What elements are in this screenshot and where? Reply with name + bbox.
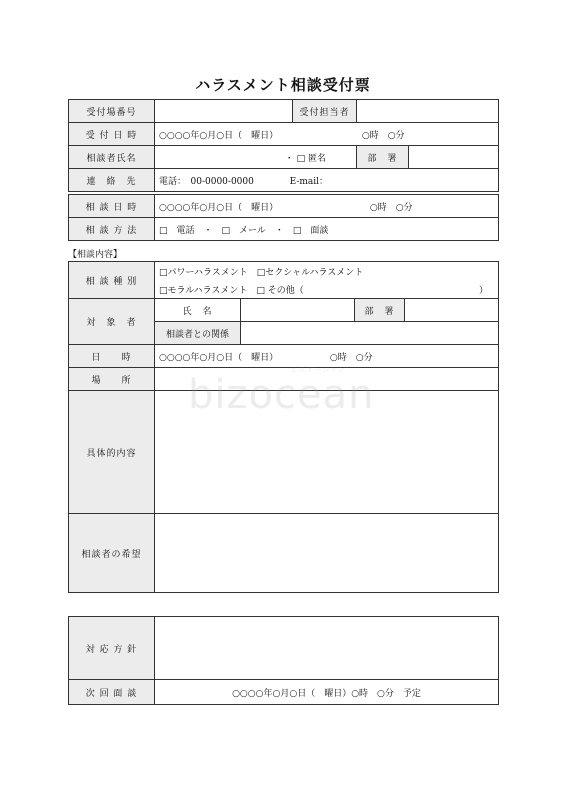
next-meeting-field[interactable]: ○○○○年○月○日（ 曜日）○時 ○分 予定 <box>155 680 499 705</box>
target-dept-field[interactable] <box>405 299 499 322</box>
consultation-time: ○時 ○分 <box>369 202 413 213</box>
consultation-method-label: 相 談 方 法 <box>69 218 155 241</box>
details-label: 具体的内容 <box>69 391 155 514</box>
reception-date: ○○○○年○月○日（ 曜日） <box>159 130 279 141</box>
relationship-label: 相談者との関係 <box>155 322 241 345</box>
place-label: 場 所 <box>69 368 155 391</box>
response-table <box>68 616 499 705</box>
watermark: bizocean <box>188 372 375 418</box>
consultation-date: ○○○○年○月○日（ 曜日） <box>159 202 279 213</box>
email-value: E-mail： <box>289 176 329 187</box>
consultation-type-line1[interactable]: □パワーハラスメント □セクシャルハラスメント <box>155 262 499 281</box>
page-title: ハラスメント相談受付票 <box>195 76 371 94</box>
wish-label: 相談者の希望 <box>69 514 155 593</box>
reception-datetime-field[interactable] <box>155 123 499 146</box>
reception-datetime-label: 受 付 日 時 <box>69 123 155 146</box>
consultation-method-checkboxes[interactable]: □ 電話 ・ □ メール ・ □ 面談 <box>155 218 499 241</box>
target-dept-label: 部 署 <box>355 299 405 322</box>
consultant-dept-label: 部 署 <box>357 146 409 169</box>
consultation-datetime-field[interactable] <box>155 195 499 218</box>
target-name-field[interactable] <box>241 299 355 322</box>
consultation-table <box>68 194 499 241</box>
policy-field[interactable] <box>155 617 499 680</box>
anonymous-checkbox[interactable]: ・ □ 匿名 <box>284 153 326 164</box>
section-heading: 【相談内容】 <box>68 250 123 260</box>
incident-time: ○時 ○分 <box>329 352 373 363</box>
other-type-close: ） <box>479 285 489 296</box>
next-meeting-label: 次 回 面 談 <box>69 680 155 705</box>
other-type-checkbox[interactable]: □モラルハラスメント □ その他（ <box>159 285 304 296</box>
target-name-label: 氏 名 <box>155 299 241 322</box>
incident-datetime-label: 日 時 <box>69 345 155 368</box>
phone-value: 電話： 00-0000-0000 <box>159 176 254 187</box>
watermark-small: ビズオーシャン <box>290 365 346 374</box>
contact-label: 連 絡 先 <box>69 169 155 192</box>
incident-date: ○○○○年○月○日（ 曜日） <box>159 352 279 363</box>
consultation-datetime-label: 相 談 日 時 <box>69 195 155 218</box>
consultation-type-line2[interactable] <box>155 280 499 299</box>
policy-label: 対 応 方 針 <box>69 617 155 680</box>
staff-label: 受付担当者 <box>293 100 357 123</box>
contact-field[interactable] <box>155 169 499 192</box>
relationship-field[interactable] <box>241 322 499 345</box>
reception-number-label: 受付場番号 <box>69 100 155 123</box>
reception-number-field[interactable] <box>155 100 293 123</box>
staff-field[interactable] <box>357 100 499 123</box>
target-label: 対 象 者 <box>69 299 155 345</box>
consultation-type-label: 相 談 種 別 <box>69 262 155 299</box>
reception-time: ○時 ○分 <box>361 130 405 141</box>
consultation-details-table <box>68 261 499 593</box>
consultant-name-label: 相談者氏名 <box>69 146 155 169</box>
consultant-name-field[interactable] <box>155 146 357 169</box>
wish-field[interactable] <box>155 514 499 593</box>
consultant-dept-field[interactable] <box>409 146 499 169</box>
reception-table <box>68 99 499 192</box>
